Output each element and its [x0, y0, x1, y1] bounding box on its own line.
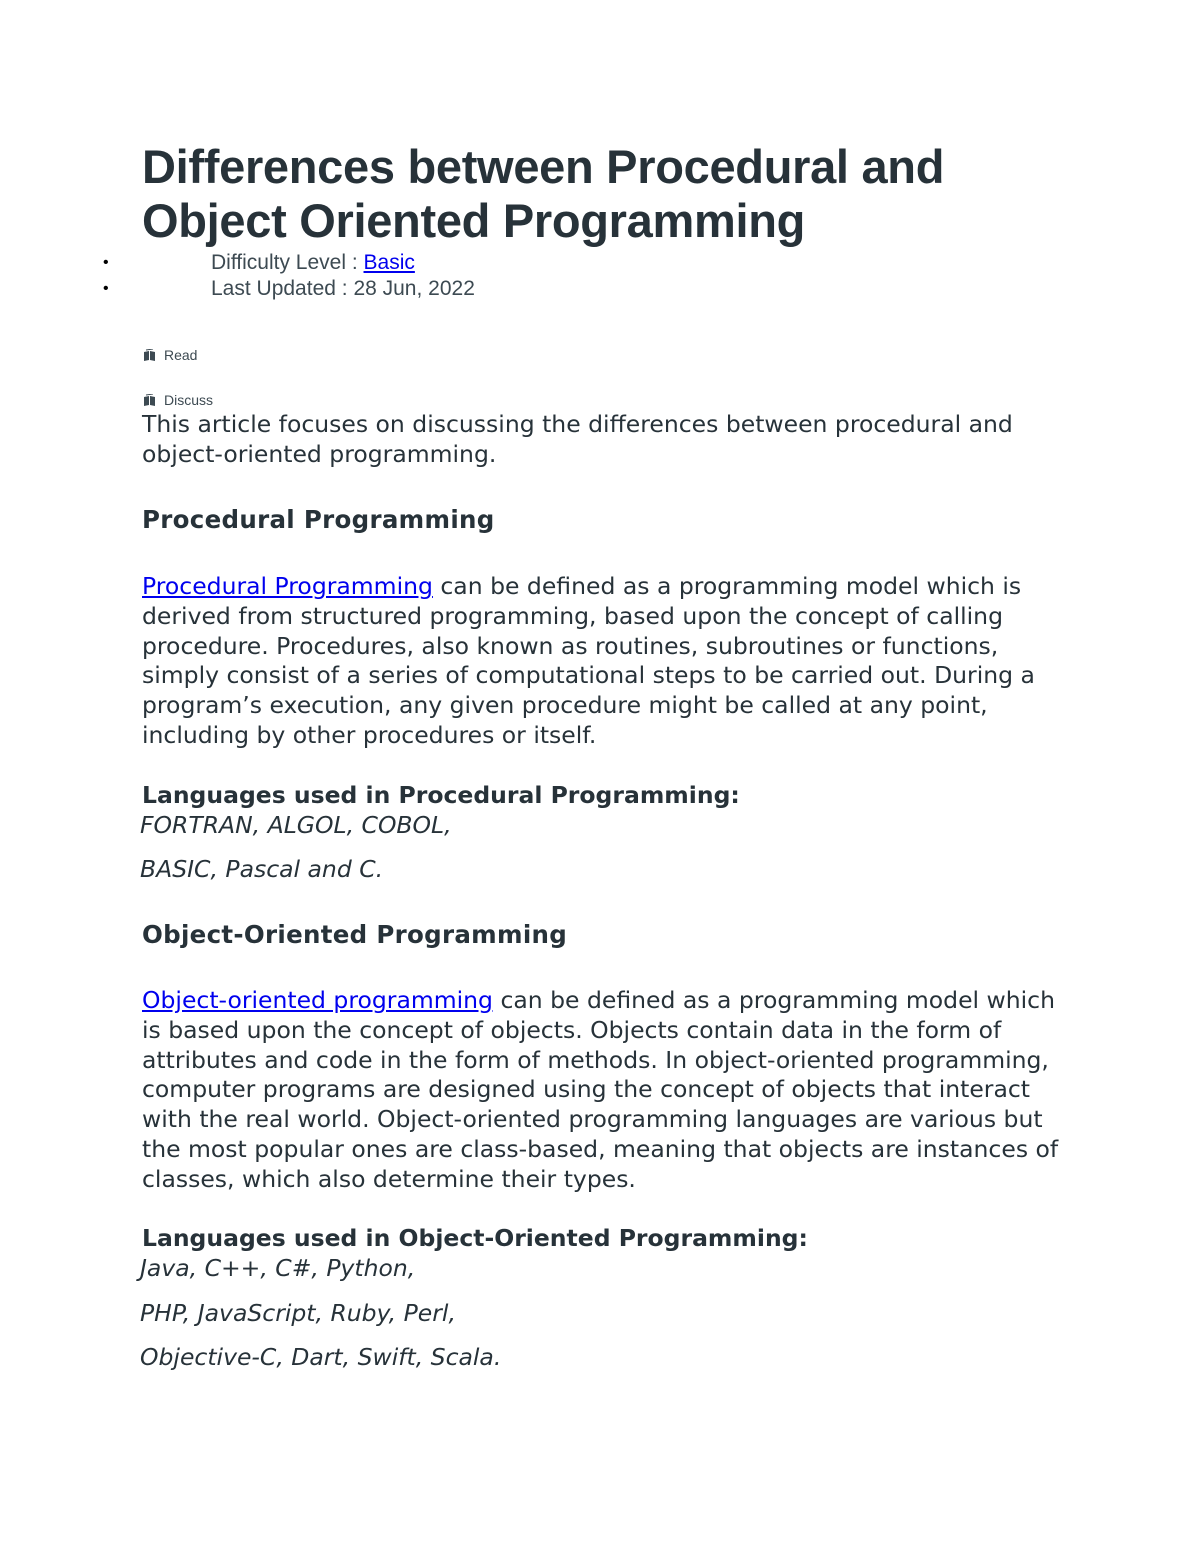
- oop-heading: Object-Oriented Programming: [142, 920, 568, 949]
- article-meta: [0, 250, 800, 302]
- oop-paragraph: [142, 986, 1072, 1195]
- oop-languages-line: PHP, JavaScript, Ruby, Perl,: [140, 1299, 456, 1327]
- discuss-tab[interactable]: [143, 392, 213, 408]
- difficulty-text: [211, 250, 415, 276]
- book-icon: [143, 349, 156, 361]
- difficulty-label: Difficulty Level :: [211, 251, 364, 274]
- updated-text: [211, 276, 475, 302]
- updated-label: Last Updated :: [211, 277, 354, 300]
- article-title: Differences between Procedural and Object Oriented Programming: [142, 140, 945, 247]
- procedural-paragraph-text: can be defined as a programming model which is derived from structured programming, based upon the concept of calling procedure. Procedures, also known as routines, subroutines or functions, simply consist of a series of computational steps to be carried out. During a program’s execution, any given procedure might be called at any point, including by other procedures or itself.: [142, 572, 1035, 749]
- meta-difficulty: [0, 250, 800, 276]
- procedural-languages-heading: Languages used in Procedural Programming:: [142, 781, 740, 809]
- intro-paragraph: This article focuses on discussing the differences between procedural and object-oriented programming.: [142, 410, 1013, 468]
- difficulty-link[interactable]: Basic: [363, 251, 415, 274]
- bullet-icon: •: [103, 280, 109, 297]
- oop-paragraph-text: can be defined as a programming model which is based upon the concept of objects. Objects contain data in the form of attributes and code in the form of methods. In object-oriented programming, computer programs are designed using the concept of objects that interact with the real world. Object-oriented programming languages are various but the most popular ones are class-based, meaning that objects are instances of classes, which also determine their types.: [142, 986, 1059, 1193]
- updated-date: 28 Jun, 2022: [353, 277, 475, 300]
- procedural-languages-line: FORTRAN, ALGOL, COBOL,: [140, 811, 452, 839]
- oop-languages-heading: Languages used in Object-Oriented Programming:: [142, 1224, 808, 1252]
- procedural-heading: Procedural Programming: [142, 505, 495, 534]
- meta-updated: [0, 276, 800, 302]
- chat-bubble-icon: [143, 394, 156, 406]
- oop-languages-line: Java, C++, C#, Python,: [140, 1254, 416, 1282]
- read-label: Read: [164, 347, 198, 363]
- procedural-languages-line: BASIC, Pascal and C.: [140, 855, 384, 883]
- oop-languages-line: Objective-C, Dart, Swift, Scala.: [140, 1343, 502, 1371]
- read-tab[interactable]: [143, 347, 197, 363]
- procedural-link[interactable]: Procedural Programming: [142, 572, 433, 600]
- oop-link[interactable]: Object-oriented programming: [142, 986, 493, 1014]
- procedural-paragraph: [142, 572, 1072, 751]
- discuss-label: Discuss: [164, 392, 214, 408]
- bullet-icon: •: [103, 254, 109, 271]
